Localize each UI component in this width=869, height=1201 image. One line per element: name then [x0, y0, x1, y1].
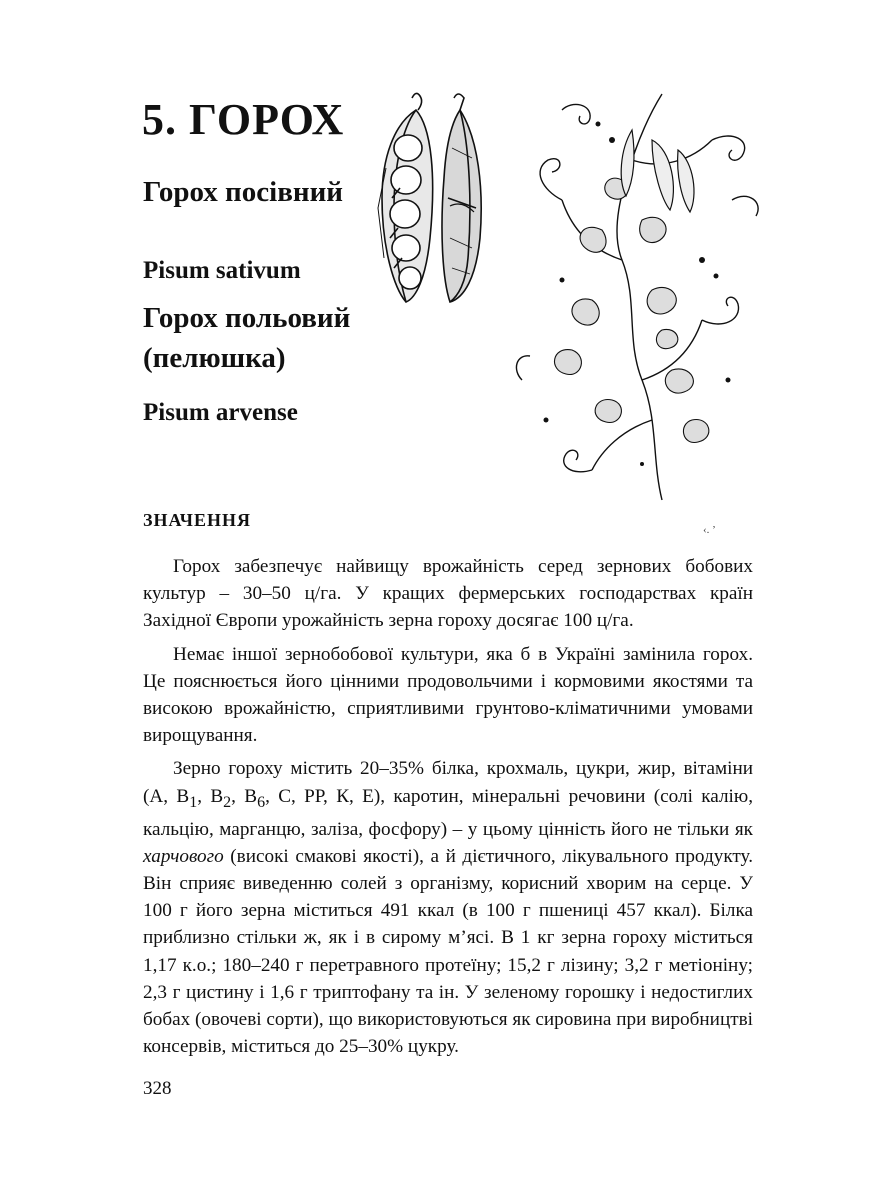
subscript: 2 [223, 793, 232, 811]
italic-word: харчового [143, 845, 224, 867]
latin-name-1: Pisum sativum [143, 257, 301, 284]
common-name-1: Горох посівний [143, 176, 343, 208]
paragraph: Немає іншої зернобобової культури, яка б в Україні замінила горох. Це пояснюється його цінними продовольчими і кормовими якостями та високою врожайністю, сприятливими грунтово-кліматичними умовами вирощування. [143, 643, 753, 747]
paragraph-text: , В [197, 785, 224, 807]
paragraph: Горох забезпечує найвищу врожайність серед зернових бобових культур – 30–50 ц/га. У кращих фермерських господарствах країн Західної Європи урожайність зерна гороху досягає 100 ц/га. [143, 556, 753, 632]
print-specks: ‹. ’ [703, 524, 716, 536]
page-number: 328 [143, 1078, 172, 1099]
paragraph-text: , С, РР, К, Е), каротин, мінеральні речовини (солі калію, кальцію, марганцю, заліза, фосфору) – у цьому цінність його не тільки як [143, 785, 753, 840]
paragraph-text: (високі смакові якості), а й дієтичного, лікувального продукту. Він сприяє виведенню солей з організму, корисний хворим на серце. У 100 г його зерна міститься 491 ккал (в 100 г пшениці 457 ккал). Білка приблизно стільки ж, як і в сирому м’ясі. В 1 кг зерна гороху міститься 1,17 к.о.; 180–240 г перетравного протеїну; 15,2 г лізину; 3,2 г метіоніну; 2,3 г цистину і 1,6 г триптофану та ін. У зеленому горошку і недостиглих бобах (овочеві сорти), що використовуються як сировина при виробництві консервів, міститься до 25–30% цукру. [143, 845, 753, 1058]
paragraph-text: , В [231, 785, 258, 807]
pea-plant-illustration [502, 80, 768, 508]
paragraph [143, 755, 753, 1060]
paragraph-text: Зерно гороху містить 20–35% білка, крохмаль, цукри, жир, вітаміни (А, В [143, 758, 753, 807]
chapter-title: 5. ГОРОХ [142, 95, 345, 144]
common-name-2: Горох польовий (пелюшка) [143, 302, 351, 374]
latin-name-2: Pisum arvense [143, 399, 298, 426]
pea-pods-illustration [372, 88, 504, 312]
subscript: 1 [189, 793, 198, 811]
body-text [143, 553, 753, 1066]
subscript: 6 [257, 793, 266, 811]
section-heading: ЗНАЧЕННЯ [143, 510, 251, 530]
